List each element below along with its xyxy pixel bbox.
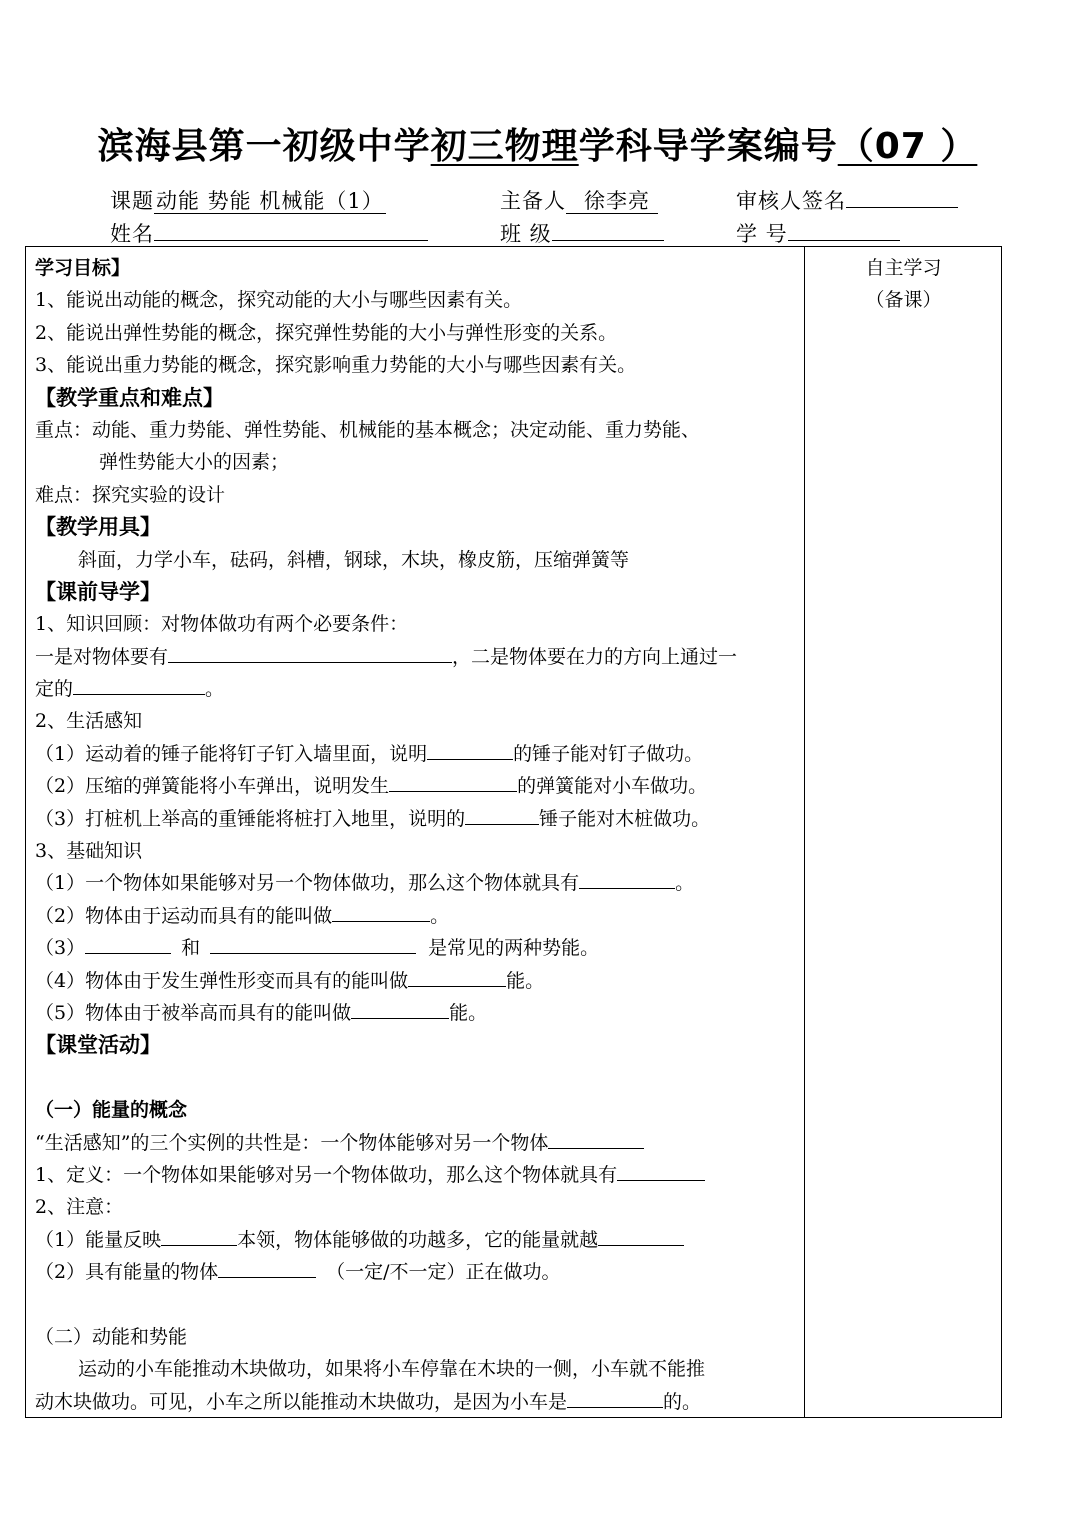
title-doc: 学科导学案编号	[578, 126, 838, 167]
title-school: 滨海县第一初级中学	[97, 126, 431, 167]
key-point-text: 重点：动能、重力势能、弹性势能、机械能的基本概念；决定动能、重力势能、	[35, 418, 701, 441]
review-line-1	[35, 641, 800, 673]
fill-blank[interactable]	[427, 739, 513, 760]
topic-value: 动能 势能 机械能（1）	[156, 189, 384, 213]
section-energy-heading: （一）能量的概念	[35, 1099, 188, 1122]
class-label: 班 级	[500, 222, 552, 246]
text-segment: 的。	[663, 1390, 702, 1413]
life-heading: 2、生活感知	[35, 710, 143, 733]
preview-heading: 【课前导学】	[35, 579, 161, 604]
spacer	[35, 1289, 800, 1321]
text-segment: （4）物体由于发生弹性形变而具有的能叫做	[35, 969, 409, 992]
side-label-prep: （备课）	[865, 289, 942, 312]
class-activity-heading: 【课堂活动】	[35, 1033, 161, 1058]
review-line-2	[35, 673, 800, 705]
fill-blank[interactable]	[218, 1257, 316, 1278]
fill-blank[interactable]	[389, 771, 517, 792]
energy-line-4	[35, 1224, 800, 1256]
fill-blank[interactable]	[548, 1128, 644, 1149]
topic-field	[110, 185, 386, 215]
goal-item: 1、能说出动能的概念，探究动能的大小与哪些因素有关。	[35, 289, 523, 312]
energy-line-2	[35, 1159, 800, 1191]
basic-item-4	[35, 965, 800, 997]
kinetic-text: 运动的小车能推动木块做功，如果将小车停靠在木块的一侧，小车就不能推	[78, 1358, 706, 1381]
tools-heading: 【教学用具】	[35, 515, 161, 540]
basic-item-3	[35, 932, 800, 964]
text-segment: （1）一个物体如果能够对另一个物体做功，那么这个物体就具有	[35, 872, 580, 895]
fill-blank[interactable]	[161, 1225, 237, 1246]
text-segment: 。	[205, 678, 225, 701]
kinetic-line-2	[35, 1386, 800, 1418]
reviewer-blank[interactable]	[846, 187, 958, 208]
preparer-field	[500, 185, 658, 215]
fill-blank[interactable]	[408, 966, 506, 987]
text-segment: （2）压缩的弹簧能将小车弹出，说明发生	[35, 775, 390, 798]
basic-item-1	[35, 867, 800, 899]
basic-item-5	[35, 997, 800, 1029]
text-segment: 锤子能对木桩做功。	[539, 807, 711, 830]
basic-item-2	[35, 900, 800, 932]
preparer-label: 主备人	[500, 189, 566, 213]
goal-item: 2、能说出弹性势能的概念，探究弹性势能的大小与弹性形变的关系。	[35, 321, 618, 344]
fill-blank[interactable]	[168, 642, 452, 663]
text-segment: 1、定义：一个物体如果能够对另一个物体做功，那么这个物体就具有	[35, 1163, 618, 1186]
text-segment: 。	[430, 904, 450, 927]
text-segment: 一是对物体要有	[35, 645, 169, 668]
difficulty-text: 难点：探究实验的设计	[35, 483, 226, 506]
energy-note-heading: 2、注意：	[35, 1196, 124, 1219]
fill-blank[interactable]	[351, 998, 449, 1019]
energy-line-5	[35, 1256, 800, 1288]
class-field	[500, 218, 664, 248]
text-segment: （1）运动着的锤子能将钉子钉入墙里面，说明	[35, 742, 428, 765]
key-point-text: 弹性势能大小的因素；	[99, 451, 290, 474]
fill-blank[interactable]	[85, 933, 171, 954]
fill-blank[interactable]	[210, 933, 416, 954]
text-segment: 定的	[35, 678, 74, 701]
text-segment: 本领，物体能够做的功越多，它的能量就越	[237, 1228, 599, 1251]
text-segment: 和	[181, 937, 201, 960]
fill-blank[interactable]	[73, 674, 205, 695]
fill-blank[interactable]	[332, 901, 430, 922]
spacer	[35, 1062, 800, 1094]
life-item-1	[35, 738, 800, 770]
text-segment: （1）能量反映	[35, 1228, 162, 1251]
tools-list: 斜面，力学小车，砝码，斜槽，钢球，木块，橡皮筋，压缩弹簧等	[78, 548, 630, 571]
section-kinetic-heading: （二）动能和势能	[35, 1325, 188, 1348]
text-segment: 的弹簧能对小车做功。	[517, 775, 708, 798]
title-number: （07 ）	[837, 126, 978, 167]
text-segment: 是常见的两种势能。	[428, 937, 600, 960]
text-segment: 的锤子能对钉子做功。	[513, 742, 704, 765]
text-segment: （2）具有能量的物体	[35, 1261, 219, 1284]
fill-blank[interactable]	[567, 1387, 663, 1408]
text-segment: 动木块做功。可见，小车之所以能推动木块做功，是因为小车是	[35, 1390, 568, 1413]
text-segment: “生活感知”的三个实例的共性是：一个物体能够对另一个物体	[35, 1131, 549, 1154]
text-segment: ，二是物体要在力的方向上通过一	[452, 645, 738, 668]
text-segment: （3）打桩机上举高的重锤能将桩打入地里，说明的	[35, 807, 466, 830]
title-subject: 初三物理	[430, 126, 579, 167]
fill-blank[interactable]	[579, 868, 675, 889]
student-id-field	[736, 218, 900, 248]
goal-item: 3、能说出重力势能的概念，探究影响重力势能的大小与哪些因素有关。	[35, 354, 637, 377]
side-label-study: 自主学习	[865, 257, 942, 279]
student-id-label: 学 号	[736, 222, 788, 246]
text-segment: 。	[675, 872, 695, 895]
text-segment: （5）物体由于被举高而具有的能叫做	[35, 1001, 352, 1024]
class-blank[interactable]	[552, 220, 664, 241]
name-field	[110, 218, 428, 248]
main-column	[35, 252, 800, 1418]
preparer-value: 徐李亮	[566, 189, 658, 214]
text-segment: （一定/不一定）正在做功。	[326, 1261, 561, 1284]
text-segment: 能。	[506, 969, 545, 992]
review-question: 1、知识回顾：对物体做功有两个必要条件：	[35, 613, 409, 636]
basics-heading: 3、基础知识	[35, 840, 143, 863]
side-column	[806, 252, 1001, 317]
fill-blank[interactable]	[598, 1225, 684, 1246]
student-id-blank[interactable]	[788, 220, 900, 241]
energy-line-1	[35, 1127, 800, 1159]
fill-blank[interactable]	[617, 1160, 705, 1181]
key-points-heading: 【教学重点和难点】	[35, 385, 224, 410]
text-segment: 能。	[449, 1001, 488, 1024]
name-blank[interactable]	[154, 220, 428, 241]
fill-blank[interactable]	[465, 804, 539, 825]
name-label: 姓名	[110, 222, 154, 246]
goals-heading: 学习目标】	[35, 257, 131, 279]
topic-label: 课题	[110, 189, 154, 213]
reviewer-label: 审核人签名	[736, 189, 846, 213]
text-segment: （2）物体由于运动而具有的能叫做	[35, 904, 333, 927]
page-title	[0, 118, 1075, 169]
text-segment: （3）	[35, 937, 86, 960]
life-item-2	[35, 770, 800, 802]
life-item-3	[35, 803, 800, 835]
column-divider	[804, 246, 805, 1418]
reviewer-field	[736, 185, 958, 215]
